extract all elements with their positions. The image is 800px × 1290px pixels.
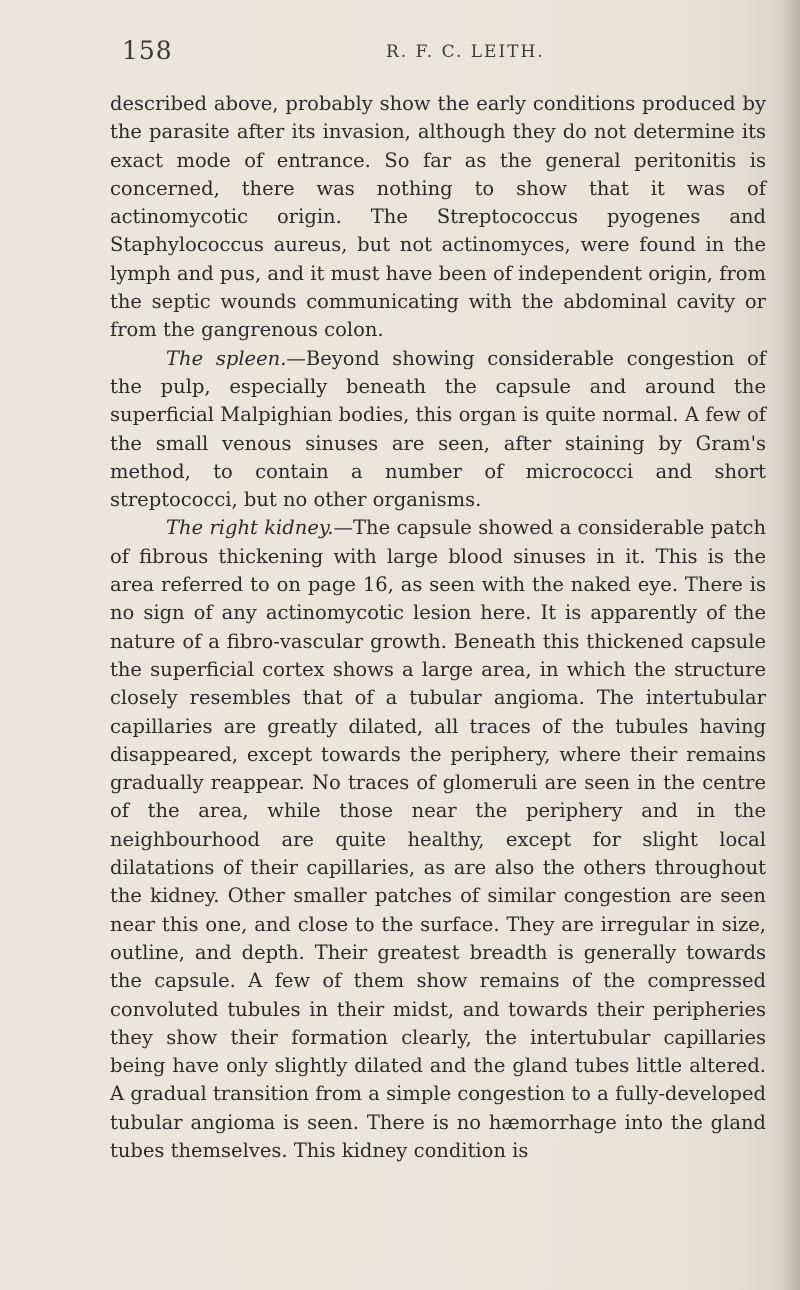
spleen-heading: The spleen. xyxy=(166,346,287,370)
spleen-text: —Beyond showing considerable congestion of the pulp, especially beneath the capsule and around the superficial Malpighian bodies, this organ is quite normal. A few of the small venous sinuses are seen, after staining by Gram's method, to contain a number of micrococci and short streptococci, but no other organisms. xyxy=(110,346,766,512)
running-head: R. F. C. LEITH. xyxy=(386,42,545,62)
paragraph-right-kidney xyxy=(110,514,766,1165)
paragraph-intro: described above, probably show the early conditions produced by the parasite after its invasion, although they do not determine its exact mode of entrance. So far as the general peritonitis is concerned, there was nothing to show that it was of actinomycotic origin. The Streptococcus pyogenes and Staphylococcus aureus, but not actinomyces, were found in the lymph and pus, and it must have been of independent origin, from the septic wounds communicating with the abdominal cavity or from the gangrenous colon. xyxy=(110,92,766,342)
paragraph-spleen xyxy=(110,345,766,515)
page-number: 158 xyxy=(122,36,173,65)
right-kidney-text: —The capsule showed a considerable patch of fibrous thickening with large blood sinuses in it. This is the area referred to on page 16, as seen with the naked eye. There is no sign of any actinomycotic lesion here. It is apparently of the nature of a fibro-vascular growth. Beneath this thickened capsule the superficial cortex shows a large area, in which the structure closely resembles that of a tubular angioma. The intertubular capillaries are greatly dilated, all traces of the tubules having disappeared, except towards the periphery, where their remains gradually reappear. No traces of glomeruli are seen in the centre of the area, while those near the periphery and in the neighbourhood are quite healthy, except for slight local dilatations of their capillaries, as are also the others throughout the kidney. Other smaller patches of similar congestion are seen near this one, and close to the surface. They are irregular in size, outline, and depth. Their greatest breadth is generally towards the capsule. A few of them show remains of the compressed convoluted tubules in their midst, and towards their peripheries they show their formation clearly, the intertubular capillaries being have only slightly dilated and the gland tubes little altered. A gradual transition from a simple congestion to a fully-developed tubular angioma is seen. There is no hæmorrhage into the gland tubes themselves. This kidney condition is xyxy=(110,516,767,1162)
page-header xyxy=(0,36,800,76)
body-text xyxy=(110,90,766,1165)
right-kidney-heading: The right kidney. xyxy=(166,516,334,540)
page-edge-shadow xyxy=(782,0,800,1290)
